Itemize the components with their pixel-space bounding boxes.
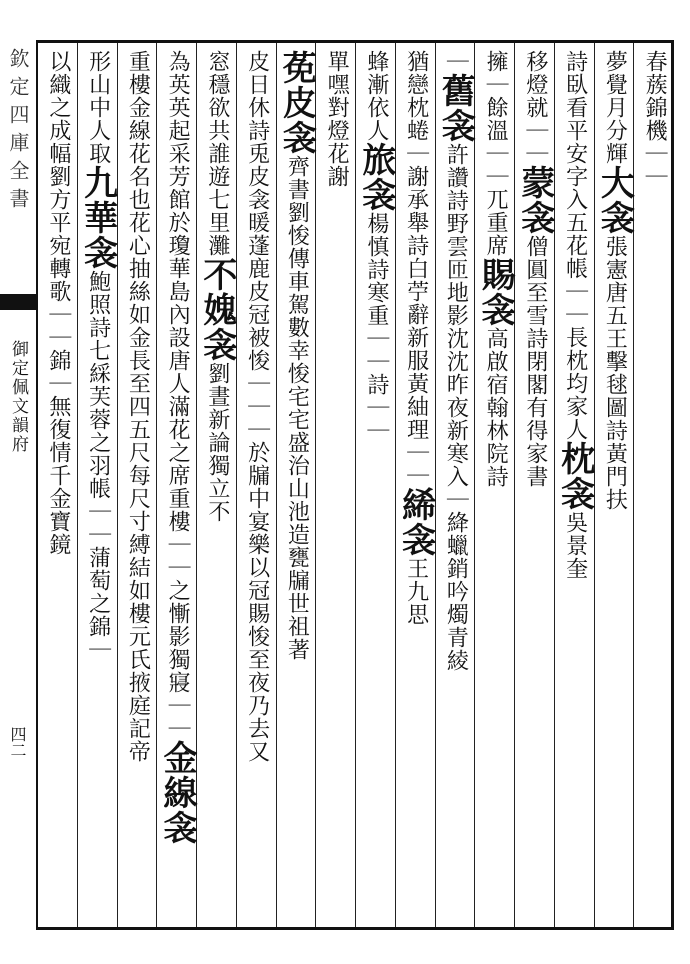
column-divider [276, 43, 277, 927]
column-text: 僧圓至雪詩閉閣有 [522, 235, 548, 419]
column-text: 春蔟錦機｜｜ [642, 50, 668, 188]
text-column [435, 50, 476, 922]
text-column [594, 50, 635, 922]
entry-headword: 莬皮衾 [276, 50, 317, 155]
column-text: 元氏掖 [125, 625, 151, 694]
column-text: 形山中人取 [85, 50, 111, 165]
text-column [240, 50, 274, 922]
text-column [637, 50, 671, 922]
column-text: 為英英起采芳館於瓊華島內設唐人滿花之席重樓｜｜之 [165, 50, 191, 602]
entry-headword: 不媿衾 [196, 257, 237, 362]
column-text: 許讚詩野雲匝地影沈沈昨夜新寒入｜ [443, 143, 469, 511]
column-text: 單嘿對燈花謝 [324, 50, 350, 188]
column-text: 張憲唐五王擊毬圖詩黃門扶 [602, 235, 628, 511]
column-text: 詩臥看平安字 [562, 50, 588, 188]
book-subtitle: 御定佩文韻府 [8, 340, 28, 454]
text-column [77, 50, 118, 922]
text-column [319, 50, 353, 922]
bottom-rule [38, 927, 674, 930]
column-divider [236, 43, 237, 927]
column-text: 高啟宿翰林院詩 [483, 327, 509, 488]
entry-headword: 大衾 [594, 165, 635, 235]
column-text: 劉方平宛轉歌｜｜錦｜無復情千金寶鏡 [45, 165, 71, 556]
column-text: 詩｜｜ [363, 373, 389, 442]
entry-headword: 賜衾 [475, 257, 516, 327]
column-divider [435, 43, 436, 927]
column-divider [77, 43, 78, 927]
text-column [395, 50, 436, 922]
column-text: 重樓金線花名也花心抽絲如金長至四五尺每尺寸縛結如樓 [125, 50, 151, 625]
column-text: 鹿皮冠被悛｜｜｜於牖中宴樂以冠賜悛至夜乃去又 [244, 257, 270, 763]
column-text: 擁｜ [483, 50, 509, 96]
column-text: 窓穩欲共誰遊七里灘 [204, 50, 230, 257]
right-rule [671, 40, 674, 930]
text-column [157, 50, 198, 922]
text-column [196, 50, 237, 922]
text-column [475, 50, 516, 922]
text-column [41, 50, 75, 922]
column-divider [474, 43, 475, 927]
column-text: 夢覺月分輝 [602, 50, 628, 165]
column-text: 猶戀枕蜷 [403, 50, 429, 142]
column-text: 以織之成幅 [45, 50, 71, 165]
text-column [276, 50, 317, 922]
column-divider [315, 43, 316, 927]
entry-headword: 旅衾 [355, 142, 396, 212]
page-margin [0, 40, 36, 930]
entry-headword: 絺衾 [395, 487, 436, 557]
column-divider [156, 43, 157, 927]
fish-tail-mark [0, 294, 36, 310]
column-text: 得家書 [522, 419, 548, 488]
column-divider [514, 43, 515, 927]
column-divider [355, 43, 356, 927]
column-text: 絳蠟銷吟燭青綾 [443, 511, 469, 672]
entry-headword: 蒙衾 [514, 165, 555, 235]
column-text: 皮日休詩兎皮衾暖蓬 [244, 50, 270, 257]
column-text: 楊慎詩寒重｜｜ [363, 212, 389, 373]
text-frame [38, 40, 684, 930]
column-text: ｜謝承舉詩白苧辭新服黃紬理｜｜ [403, 142, 429, 487]
column-text: 劉晝新論獨立不 [204, 362, 230, 523]
entry-headword: 舊衾 [435, 73, 476, 143]
column-text: 庭記帝 [125, 694, 151, 763]
entry-headword: 九華衾 [77, 165, 118, 270]
column-text: 慚影獨寢｜｜ [165, 602, 191, 740]
column-text: 鮑照詩七綵芙蓉之羽帳｜｜蒲萄之錦｜ [85, 270, 111, 661]
entry-headword: 金線衾 [157, 740, 198, 845]
text-column [554, 50, 595, 922]
column-text: 移燈就｜｜ [522, 50, 548, 165]
book-title: 欽定四庫全書 [6, 48, 30, 216]
text-column [355, 50, 396, 922]
column-text: ｜ [443, 50, 469, 73]
page-number: 四二 [8, 726, 27, 758]
entry-headword: 枕衾 [554, 441, 595, 511]
text-column [120, 50, 154, 922]
top-rule [38, 40, 674, 43]
text-column [514, 50, 555, 922]
column-text: 齊書劉悛傳車駕數幸悛宅宅盛治山池造甕牖世祖著 [284, 155, 310, 661]
column-text: 入五花帳｜｜長枕均家人 [562, 188, 588, 441]
column-text: 餘溫｜｜兀重席 [483, 96, 509, 257]
column-text: 王九思 [403, 557, 429, 626]
column-text: 蜂漸依人 [363, 50, 389, 142]
column-text: 吳景奎 [562, 511, 588, 580]
